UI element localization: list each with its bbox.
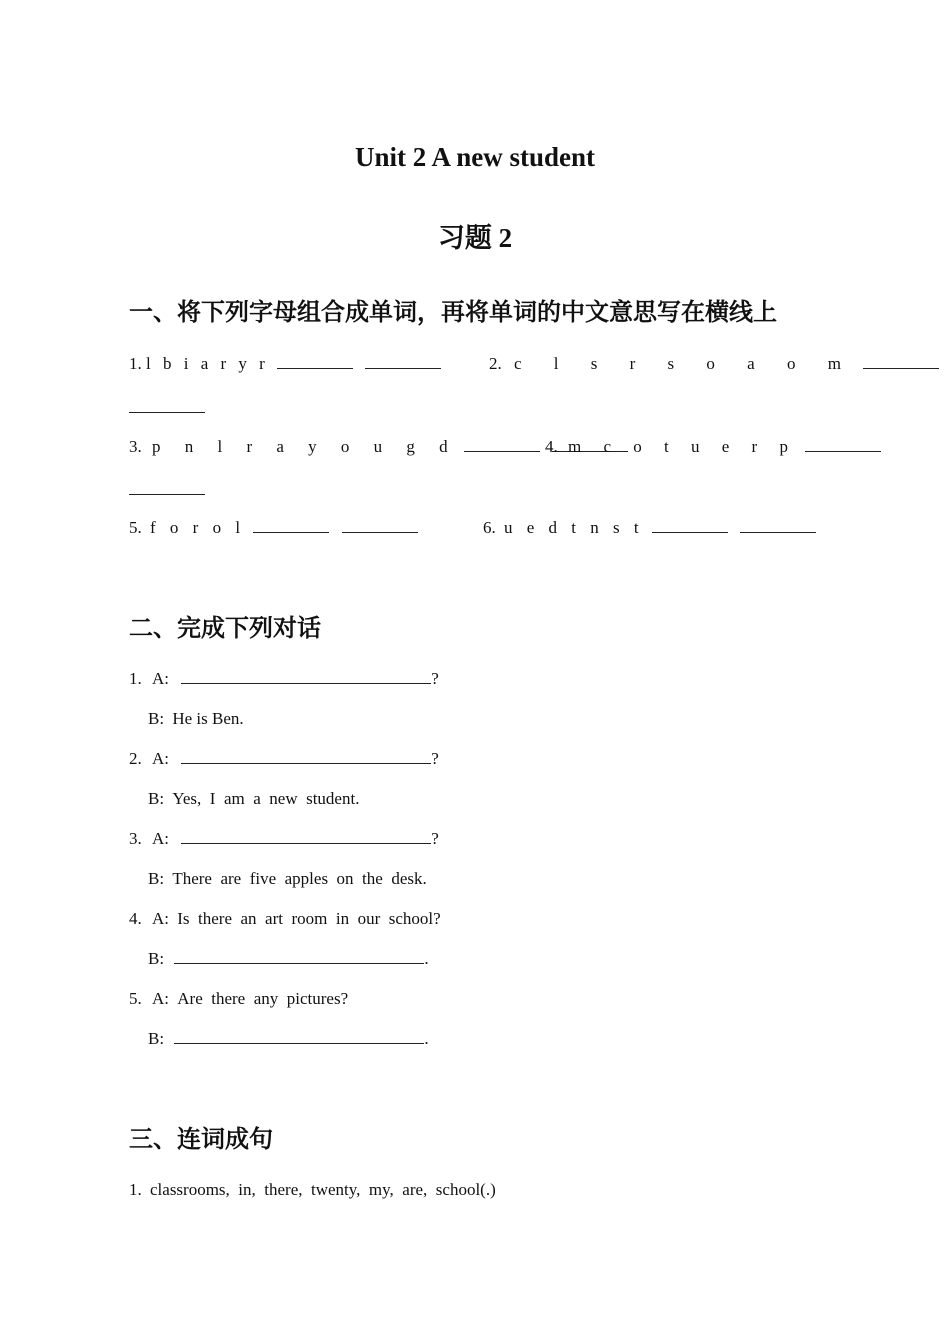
speaker-a: A:	[152, 749, 169, 768]
word-item-2	[489, 354, 939, 374]
end-punct: ?	[431, 829, 439, 848]
dialog-2-b	[148, 789, 359, 809]
dialog-3-a	[129, 829, 439, 849]
scrambled-letters: u e d t n s t	[504, 518, 644, 537]
end-punct: ?	[431, 749, 439, 768]
speaker-a: A:	[152, 909, 169, 928]
answer-blank[interactable]	[277, 354, 353, 369]
word-item-4-continued	[129, 480, 205, 500]
answer-text: There are five apples on the desk.	[172, 869, 427, 888]
word-item-4	[545, 437, 881, 457]
item-number: 5.	[129, 518, 142, 537]
section3-heading: 三、连词成句	[129, 1125, 273, 1153]
sentence-item-1	[129, 1180, 496, 1200]
answer-blank[interactable]	[253, 518, 329, 533]
answer-blank[interactable]	[863, 354, 939, 369]
answer-blank[interactable]	[464, 437, 540, 452]
scrambled-letters: l b i a r y r	[146, 354, 269, 373]
page-title: Unit 2 A new student	[354, 142, 596, 172]
word-item-5	[129, 518, 418, 538]
dialog-2-a	[129, 749, 439, 769]
speaker-a: A:	[152, 989, 169, 1008]
question-text: Is there an art room in our school?	[177, 909, 441, 928]
answer-blank[interactable]	[129, 480, 205, 495]
speaker-a: A:	[152, 829, 169, 848]
item-number: 2.	[129, 749, 142, 768]
end-punct: ?	[431, 669, 439, 688]
scrambled-letters: p n l r a y o u g d	[152, 437, 458, 456]
answer-blank[interactable]	[174, 949, 424, 964]
answer-blank[interactable]	[129, 398, 205, 413]
word-item-6	[483, 518, 816, 538]
answer-blank[interactable]	[174, 1029, 424, 1044]
question-text: Are there any pictures?	[177, 989, 349, 1008]
dialog-1-b	[148, 709, 244, 729]
answer-blank[interactable]	[181, 749, 431, 764]
speaker-b: B:	[148, 1029, 165, 1048]
item-number: 3.	[129, 829, 142, 848]
item-number: 5.	[129, 989, 142, 1008]
page-subtitle: 习题 2	[437, 223, 513, 253]
answer-blank[interactable]	[805, 437, 881, 452]
section1-heading: 一、将下列字母组合成单词，再将单词的中文意思写在横线上	[129, 298, 777, 326]
dialog-1-a	[129, 669, 439, 689]
word-item-1	[129, 354, 441, 374]
dialog-3-b	[148, 869, 427, 889]
answer-text: He is Ben.	[172, 709, 244, 728]
scrambled-words: classrooms, in, there, twenty, my, are, school(.)	[150, 1180, 496, 1199]
item-number: 4.	[545, 437, 558, 456]
end-punct: .	[424, 1029, 429, 1048]
answer-blank[interactable]	[181, 669, 431, 684]
answer-blank[interactable]	[740, 518, 816, 533]
item-number: 4.	[129, 909, 142, 928]
end-punct: .	[424, 949, 429, 968]
answer-blank[interactable]	[652, 518, 728, 533]
word-item-2-continued	[129, 398, 205, 418]
scrambled-letters: c l s r s o a o m	[514, 354, 855, 373]
dialog-4-a	[129, 909, 441, 929]
speaker-b: B:	[148, 949, 165, 968]
item-number: 3.	[129, 437, 142, 456]
speaker-b: B:	[148, 789, 165, 808]
dialog-4-b	[148, 949, 429, 969]
answer-text: Yes, I am a new student.	[172, 789, 360, 808]
scrambled-letters: f o r o l	[150, 518, 246, 537]
speaker-b: B:	[148, 709, 165, 728]
item-number: 1.	[129, 669, 142, 688]
item-number: 2.	[489, 354, 502, 373]
section2-heading: 二、完成下列对话	[129, 614, 321, 642]
answer-blank[interactable]	[342, 518, 418, 533]
item-number: 1.	[129, 1180, 142, 1199]
scrambled-letters: m c o t u e r p	[568, 437, 797, 456]
speaker-b: B:	[148, 869, 165, 888]
answer-blank[interactable]	[365, 354, 441, 369]
dialog-5-a	[129, 989, 348, 1009]
item-number: 6.	[483, 518, 496, 537]
dialog-5-b	[148, 1029, 429, 1049]
item-number: 1.	[129, 354, 142, 373]
answer-blank[interactable]	[181, 829, 431, 844]
speaker-a: A:	[152, 669, 169, 688]
